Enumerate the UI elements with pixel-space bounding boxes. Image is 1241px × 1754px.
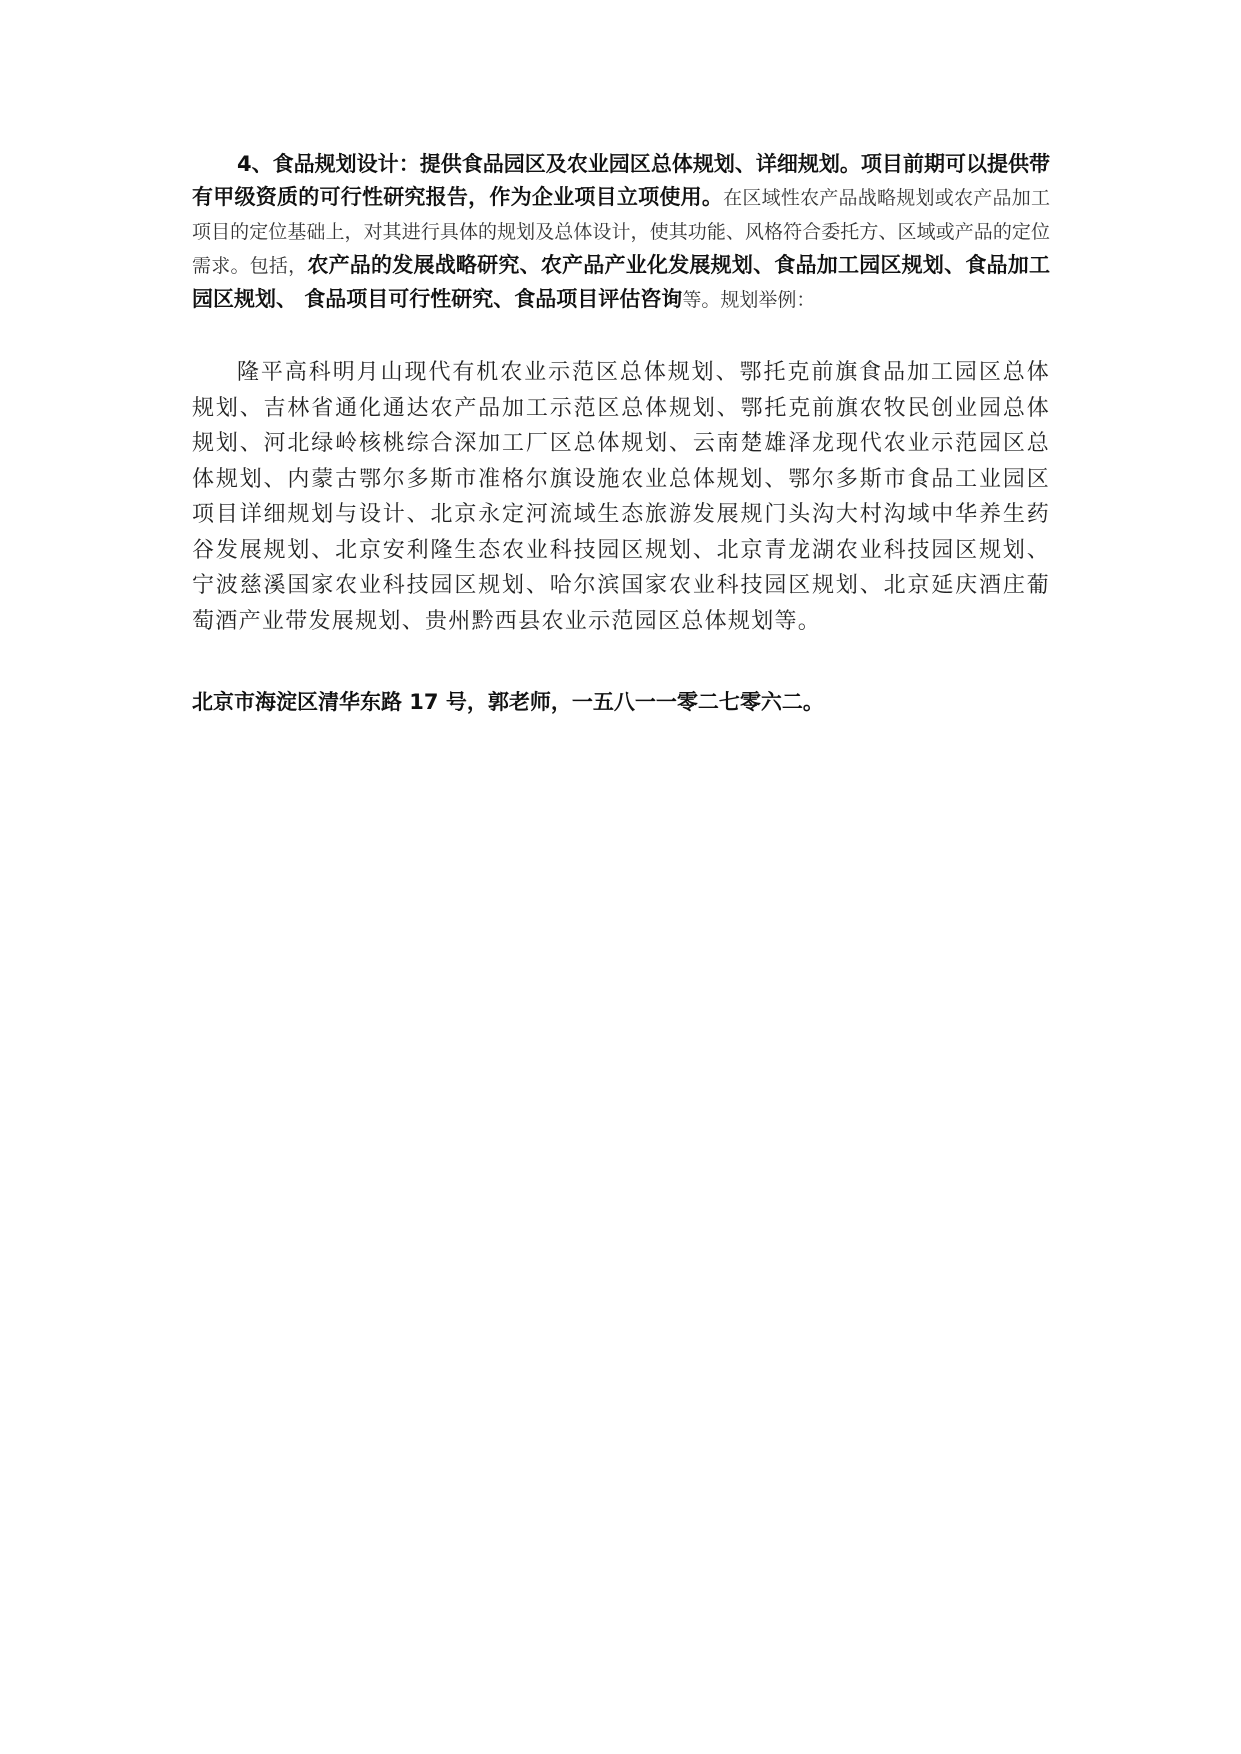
- section-4-tail: 等。规划举例：: [682, 289, 816, 311]
- section-4-description: 在区域性农产品战略规划或农产品加工项目的定位基础上，对其进行具体的规划及总体设计，使其功能、风格符合委托方、区域或产品的定位需求。包括，: [192, 187, 1050, 277]
- section-4-heading: 4、食品规划设计：提供食品园区及农业园区总体规划、详细规划。项目前期可以提供带有甲级资质的可行性研究报告，作为企业项目立项使用。: [192, 152, 1050, 209]
- contact-line: 北京市海淀区清华东路 17 号，郭老师，一五八一一零二七零六二。: [192, 690, 824, 714]
- section-4-paragraph: [192, 148, 1050, 317]
- examples-paragraph: 隆平高科明月山现代有机农业示范区总体规划、鄂托克前旗食品加工园区总体规划、吉林省通化通达农产品加工示范区总体规划、鄂托克前旗农牧民创业园总体规划、河北绿岭核桃综合深加工厂区总体规划、云南楚雄泽龙现代农业示范园区总体规划、内蒙古鄂尔多斯市准格尔旗设施农业总体规划、鄂尔多斯市食品工业园区项目详细规划与设计、北京永定河流域生态旅游发展规门头沟大村沟域中华养生药谷发展规划、北京安利隆生态农业科技园区规划、北京青龙湖农业科技园区规划、宁波慈溪国家农业科技园区规划、哈尔滨国家农业科技园区规划、北京延庆酒庄葡萄酒产业带发展规划、贵州黔西县农业示范园区总体规划等。: [192, 360, 1050, 634]
- document-body: [192, 148, 1050, 719]
- section-4-services: 农产品的发展战略研究、农产品产业化发展规划、食品加工园区规划、食品加工园区规划、 食品项目可行性研究、食品项目评估咨询: [192, 253, 1050, 311]
